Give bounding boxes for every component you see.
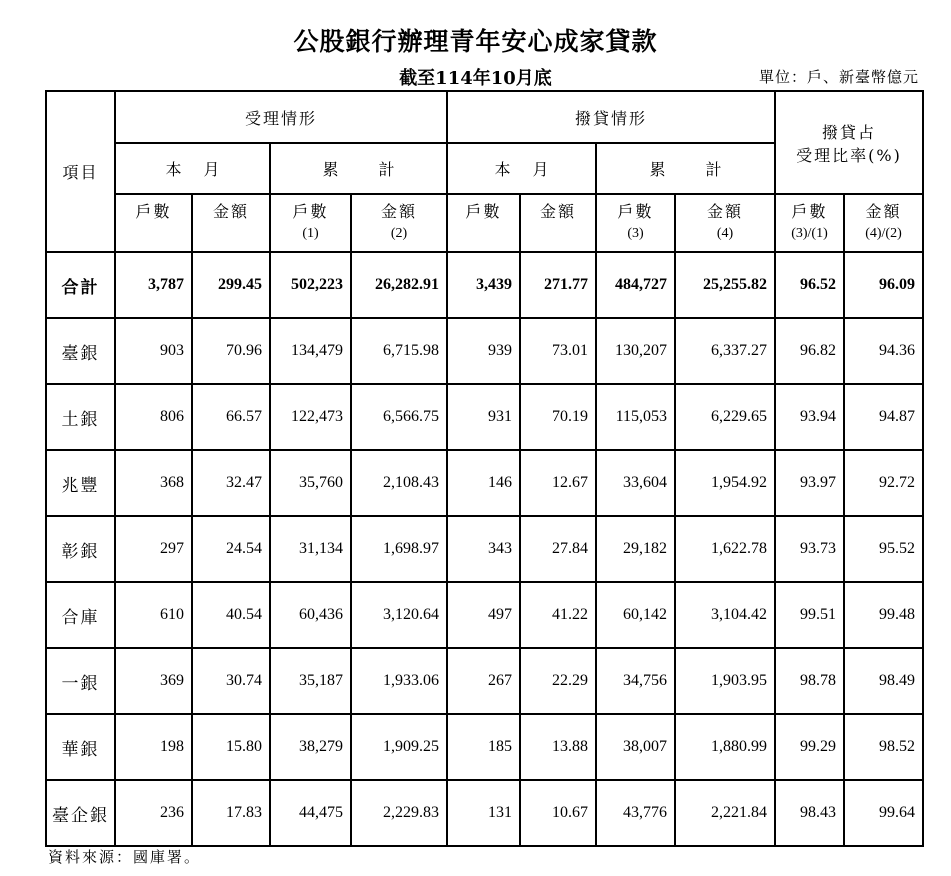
cell-ratio-hh: 99.29 [775, 714, 844, 780]
table-row [46, 582, 923, 648]
date-subtitle: 截至114年10月底 [399, 68, 552, 89]
cell-ratio-amt: 98.49 [844, 648, 923, 714]
cell-dis-c-amt: 2,221.84 [675, 780, 775, 846]
bank-name: 合庫 [46, 582, 115, 648]
cell-ratio-amt: 99.64 [844, 780, 923, 846]
cell-acc-c-amt: 6,715.98 [351, 318, 447, 384]
header-households-1: 戶數 (1) [270, 194, 351, 252]
cell-dis-m-hh: 146 [447, 450, 520, 516]
cell-ratio-amt: 96.09 [844, 252, 923, 318]
cell-acc-c-amt: 1,933.06 [351, 648, 447, 714]
cell-acc-m-amt: 30.74 [192, 648, 270, 714]
cell-dis-m-amt: 41.22 [520, 582, 596, 648]
source-note: 資料來源：國庫署。 [48, 848, 202, 866]
bank-name: 彰銀 [46, 516, 115, 582]
cell-acc-c-hh: 35,760 [270, 450, 351, 516]
cell-dis-m-hh: 131 [447, 780, 520, 846]
cell-ratio-hh: 93.94 [775, 384, 844, 450]
header-households: 戶數 [115, 194, 192, 252]
cell-dis-c-hh: 130,207 [596, 318, 675, 384]
cell-acc-c-hh: 60,436 [270, 582, 351, 648]
cell-acc-c-amt: 26,282.91 [351, 252, 447, 318]
cell-dis-c-hh: 29,182 [596, 516, 675, 582]
cell-dis-m-amt: 70.19 [520, 384, 596, 450]
cell-acc-c-amt: 3,120.64 [351, 582, 447, 648]
cell-dis-m-hh: 3,439 [447, 252, 520, 318]
cell-dis-m-hh: 267 [447, 648, 520, 714]
cell-dis-m-amt: 271.77 [520, 252, 596, 318]
cell-acc-m-amt: 66.57 [192, 384, 270, 450]
header-item: 項目 [46, 91, 115, 252]
table-row [46, 450, 923, 516]
cell-dis-c-hh: 484,727 [596, 252, 675, 318]
cell-ratio-hh: 99.51 [775, 582, 844, 648]
cell-dis-m-hh: 939 [447, 318, 520, 384]
cell-dis-m-hh: 931 [447, 384, 520, 450]
header-ratio-amount: 金額 (4)/(2) [844, 194, 923, 252]
cell-acc-c-amt: 6,566.75 [351, 384, 447, 450]
header-ratio-line1: 撥貸占 [821, 122, 876, 142]
cell-acc-m-amt: 40.54 [192, 582, 270, 648]
cell-ratio-hh: 96.82 [775, 318, 844, 384]
bank-name: 兆豐 [46, 450, 115, 516]
cell-acc-m-hh: 297 [115, 516, 192, 582]
cell-dis-m-hh: 343 [447, 516, 520, 582]
cell-acc-m-hh: 368 [115, 450, 192, 516]
cell-dis-c-amt: 1,954.92 [675, 450, 775, 516]
cell-ratio-amt: 94.36 [844, 318, 923, 384]
cell-acc-m-amt: 32.47 [192, 450, 270, 516]
cell-acc-c-hh: 31,134 [270, 516, 351, 582]
cell-ratio-hh: 98.78 [775, 648, 844, 714]
cell-acc-m-hh: 369 [115, 648, 192, 714]
cell-dis-c-amt: 6,337.27 [675, 318, 775, 384]
cell-acc-m-amt: 24.54 [192, 516, 270, 582]
cell-dis-c-amt: 1,880.99 [675, 714, 775, 780]
cell-acc-c-hh: 38,279 [270, 714, 351, 780]
unit-note: 單位：戶、新臺幣億元 [758, 68, 919, 86]
cell-acc-m-amt: 17.83 [192, 780, 270, 846]
loan-table [45, 90, 924, 847]
table-row [46, 780, 923, 846]
header-amount-4: 金額 (4) [675, 194, 775, 252]
cell-acc-c-amt: 2,108.43 [351, 450, 447, 516]
cell-acc-c-amt: 1,698.97 [351, 516, 447, 582]
table-row [46, 318, 923, 384]
bank-name: 臺銀 [46, 318, 115, 384]
cell-dis-m-hh: 185 [447, 714, 520, 780]
cell-dis-c-hh: 34,756 [596, 648, 675, 714]
cell-ratio-amt: 92.72 [844, 450, 923, 516]
cell-dis-c-amt: 3,104.42 [675, 582, 775, 648]
cell-acc-m-hh: 806 [115, 384, 192, 450]
cell-dis-c-hh: 33,604 [596, 450, 675, 516]
cell-dis-c-amt: 6,229.65 [675, 384, 775, 450]
cell-acc-m-hh: 903 [115, 318, 192, 384]
cell-ratio-amt: 95.52 [844, 516, 923, 582]
cell-acc-m-amt: 299.45 [192, 252, 270, 318]
cell-acc-m-amt: 70.96 [192, 318, 270, 384]
cell-dis-m-amt: 27.84 [520, 516, 596, 582]
cell-ratio-amt: 94.87 [844, 384, 923, 450]
cell-ratio-amt: 99.48 [844, 582, 923, 648]
cell-dis-c-hh: 115,053 [596, 384, 675, 450]
cell-acc-m-hh: 3,787 [115, 252, 192, 318]
header-accepted-cumulative: 累計 [270, 143, 447, 194]
bank-name: 華銀 [46, 714, 115, 780]
cell-acc-c-hh: 502,223 [270, 252, 351, 318]
cell-dis-m-hh: 497 [447, 582, 520, 648]
header-households-3: 戶數 (3) [596, 194, 675, 252]
header-accepted: 受理情形 [115, 91, 447, 143]
header-disbursed-month: 本月 [447, 143, 596, 194]
table-row [46, 648, 923, 714]
cell-acc-c-amt: 1,909.25 [351, 714, 447, 780]
cell-dis-c-hh: 38,007 [596, 714, 675, 780]
cell-dis-c-amt: 1,903.95 [675, 648, 775, 714]
table-row [46, 384, 923, 450]
cell-dis-m-amt: 10.67 [520, 780, 596, 846]
cell-acc-c-amt: 2,229.83 [351, 780, 447, 846]
cell-ratio-hh: 96.52 [775, 252, 844, 318]
header-ratio [775, 91, 923, 194]
cell-ratio-amt: 98.52 [844, 714, 923, 780]
cell-dis-c-amt: 1,622.78 [675, 516, 775, 582]
cell-acc-c-hh: 134,479 [270, 318, 351, 384]
header-ratio-line2: 受理比率(%) [796, 145, 902, 165]
cell-dis-m-amt: 13.88 [520, 714, 596, 780]
cell-acc-c-hh: 35,187 [270, 648, 351, 714]
cell-dis-m-amt: 73.01 [520, 318, 596, 384]
cell-ratio-hh: 98.43 [775, 780, 844, 846]
header-disbursed: 撥貸情形 [447, 91, 775, 143]
cell-acc-m-hh: 610 [115, 582, 192, 648]
cell-ratio-hh: 93.97 [775, 450, 844, 516]
bank-name: 土銀 [46, 384, 115, 450]
header-households: 戶數 [447, 194, 520, 252]
cell-acc-m-hh: 236 [115, 780, 192, 846]
cell-dis-m-amt: 22.29 [520, 648, 596, 714]
cell-acc-m-hh: 198 [115, 714, 192, 780]
page-title: 公股銀行辦理青年安心成家貸款 [293, 27, 658, 56]
table-row [46, 714, 923, 780]
cell-dis-m-amt: 12.67 [520, 450, 596, 516]
cell-dis-c-hh: 60,142 [596, 582, 675, 648]
cell-acc-m-amt: 15.80 [192, 714, 270, 780]
cell-ratio-hh: 93.73 [775, 516, 844, 582]
header-ratio-households: 戶數 (3)/(1) [775, 194, 844, 252]
bank-name: 一銀 [46, 648, 115, 714]
header-amount-2: 金額 (2) [351, 194, 447, 252]
table-row [46, 516, 923, 582]
bank-name: 合計 [46, 252, 115, 318]
header-amount: 金額 [192, 194, 270, 252]
cell-acc-c-hh: 122,473 [270, 384, 351, 450]
total-row [46, 252, 923, 318]
cell-dis-c-hh: 43,776 [596, 780, 675, 846]
header-accepted-month: 本月 [115, 143, 270, 194]
cell-dis-c-amt: 25,255.82 [675, 252, 775, 318]
cell-acc-c-hh: 44,475 [270, 780, 351, 846]
header-amount: 金額 [520, 194, 596, 252]
header-disbursed-cumulative: 累計 [596, 143, 775, 194]
bank-name: 臺企銀 [46, 780, 115, 846]
